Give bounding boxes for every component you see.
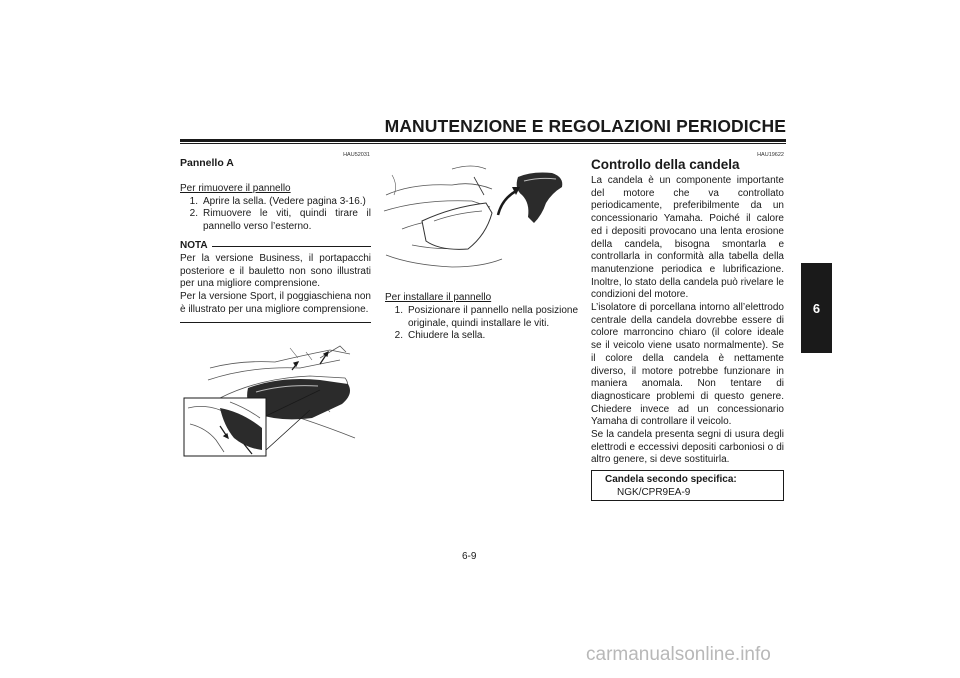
page-number: 6-9 bbox=[462, 551, 477, 562]
right-column bbox=[591, 157, 784, 467]
list-item: 2. Chiudere la sella. bbox=[394, 330, 486, 342]
list-item: 1. Posizionare il pannello nella posizione originale, quindi installare le viti. bbox=[394, 304, 578, 329]
install-heading: Per installare il pannello bbox=[385, 292, 492, 303]
section-heading: Pannello A bbox=[180, 157, 234, 169]
spec-value: NGK/CPR9EA-9 bbox=[617, 486, 691, 498]
middle-column bbox=[385, 292, 578, 343]
watermark: carmanualsonline.info bbox=[586, 644, 771, 665]
spec-label: Candela secondo specifica: bbox=[605, 474, 737, 485]
paragraph: La candela è un componente importante del motore che va controllato periodicamente, preferibilmente da un concessionario Yamaha. Poiché il calore ed i depositi provocano una lenta erosione della candela, bisogna smontarla e controllarla in conformità alla tabella della manutenzione periodica e lubrificazione. Inoltre, lo stato della candela può rivelare le condizioni del motore. bbox=[591, 175, 784, 301]
nota-text: Per la versione Business, il portapacchi posteriore e il bauletto non sono illustrati per una migliore comprensione. bbox=[180, 252, 371, 290]
title-rule-thin bbox=[180, 143, 786, 144]
remove-heading: Per rimuovere il pannello bbox=[180, 182, 291, 194]
spark-plug-spec-box bbox=[591, 470, 784, 501]
chapter-tab: 6 bbox=[801, 263, 832, 353]
panel-install-illustration bbox=[382, 155, 578, 277]
paragraph: Se la candela presenta segni di usura degli elettrodi e eccessivi depositi carboniosi o di altro genere, si deve sostituirla. bbox=[591, 429, 784, 466]
title-rule bbox=[180, 139, 786, 142]
paragraph: L’isolatore di porcellana intorno all’elettrodo centrale della candela dovrebbe essere di colore marroncino chiaro (il colore ideale se il veicolo viene usato normalmente). Se il colore della candela è nettamente diverso, il motore potrebbe funzionare in maniera anomala. Non tentare di diagnosticare problemi di questo genere. Chiedere invece ad un concessionario Yamaha di controllare il veicolo. bbox=[591, 302, 784, 428]
list-item: 2. Rimuovere le viti, quindi tirare il pannello verso l’esterno. bbox=[189, 208, 371, 233]
section-code: HAU19622 bbox=[757, 152, 784, 158]
left-column bbox=[180, 157, 371, 323]
nota-heading: NOTA bbox=[180, 240, 371, 253]
nota-end-rule bbox=[180, 322, 371, 323]
panel-removal-illustration bbox=[180, 338, 370, 460]
page-title: MANUTENZIONE E REGOLAZIONI PERIODICHE bbox=[384, 116, 786, 136]
list-item: 1. Aprire la sella. (Vedere pagina 3-16.) bbox=[189, 195, 366, 207]
section-code: HAU52031 bbox=[343, 152, 370, 158]
nota-text: Per la versione Sport, il poggiaschiena non è illustrato per una migliore comprensione. bbox=[180, 291, 371, 315]
section-heading: Controllo della candela bbox=[591, 157, 740, 172]
